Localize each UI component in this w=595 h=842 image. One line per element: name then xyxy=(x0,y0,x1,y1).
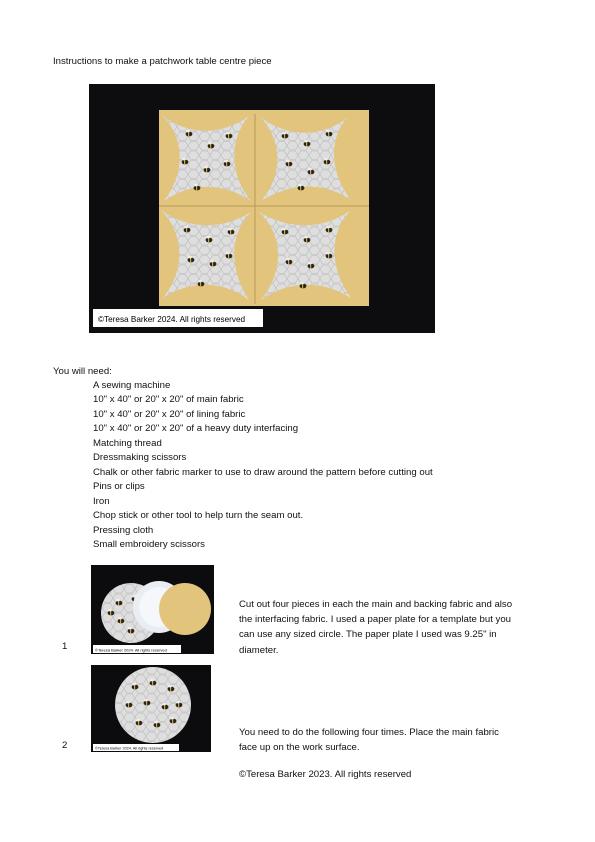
needs-list xyxy=(93,379,433,552)
document-title: Instructions to make a patchwork table centre piece xyxy=(53,56,272,67)
step-2-photo xyxy=(91,665,211,752)
step-1-text: Cut out four pieces in each the main and backing fabric and also the interfacing fabric. I used a paper plate for a template but you can use any sized circle. The paper plate I used was 9.25" in diameter. xyxy=(239,599,513,656)
list-item: 10" x 40" or 20" x 20" of a heavy duty interfacing xyxy=(93,423,299,435)
list-item: Iron xyxy=(93,495,110,507)
hero-watermark: ©Teresa Barker 2024. All rights reserved xyxy=(98,315,246,324)
list-item: Chop stick or other tool to help turn the seam out. xyxy=(93,510,304,522)
list-item: Small embroidery scissors xyxy=(93,538,205,550)
list-item: Matching thread xyxy=(93,437,162,449)
list-item: 10" x 40" or 20" x 20" of lining fabric xyxy=(93,408,246,420)
list-item: Pins or clips xyxy=(93,481,145,493)
copyright-footer: ©Teresa Barker 2023. All rights reserved xyxy=(239,769,412,780)
step-2-text: You need to do the following four times. Place the main fabric face up on the work surface. xyxy=(239,727,499,754)
step-1-watermark: ©Teresa Barker 2024. All rights reserved xyxy=(95,647,167,653)
list-item: Dressmaking scissors xyxy=(93,452,187,464)
step-2-watermark: ©Teresa Barker 2024. All rights reserved xyxy=(95,746,164,751)
needs-heading: You will need: xyxy=(53,366,112,377)
list-item: Pressing cloth xyxy=(93,524,154,536)
list-item: 10" x 40" or 20" x 20" of main fabric xyxy=(93,394,244,406)
table-centre-piece-photo xyxy=(89,84,435,333)
step-2-number: 2 xyxy=(62,740,68,751)
list-item: Chalk or other fabric marker to use to draw around the pattern before cutting out xyxy=(93,466,433,478)
step-1-number: 1 xyxy=(62,641,68,652)
table-centre-piece-illustration xyxy=(89,84,435,333)
list-item: A sewing machine xyxy=(93,380,171,391)
step-1-photo xyxy=(91,565,214,654)
